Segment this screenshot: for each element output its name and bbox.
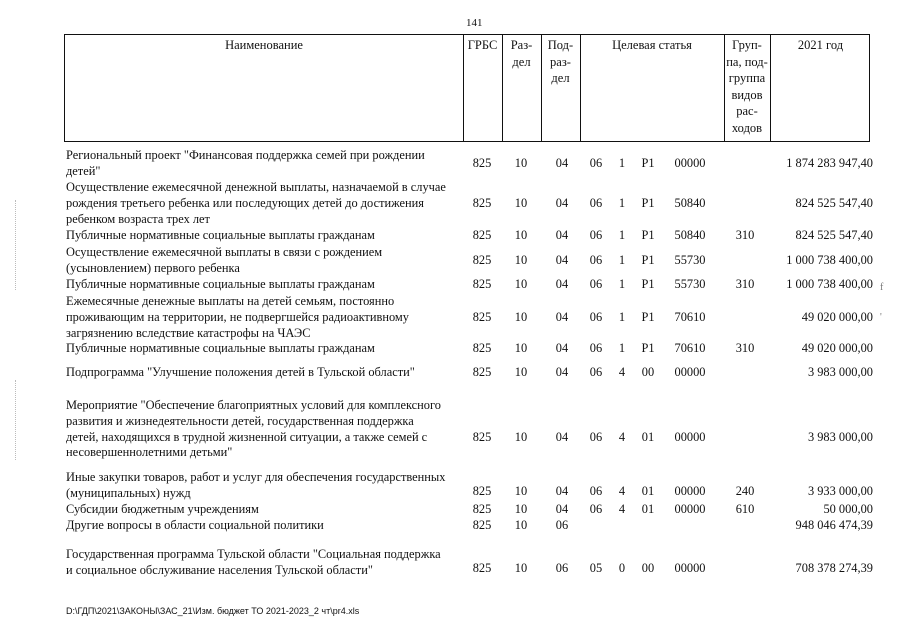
row-target-subprogram: 1: [618, 277, 626, 291]
row-target-direction: P1: [641, 196, 655, 210]
row-name-line: загрязнению вследствие катастрофы на ЧАЭС: [66, 325, 311, 340]
scan-edge-dots: [15, 200, 17, 290]
row-target-subprogram: 1: [618, 196, 626, 210]
row-target-program: 06: [589, 502, 603, 516]
row-amount-2021: 3 983 000,00: [807, 430, 873, 444]
row-podrazdel: 04: [555, 310, 569, 324]
row-grbs: 825: [472, 502, 492, 516]
row-target-code: 70610: [674, 341, 706, 355]
row-target-program: 06: [589, 253, 603, 267]
row-expense-group: 310: [735, 341, 755, 355]
scan-mark: ': [880, 312, 882, 323]
header-name: Наименование: [225, 38, 303, 52]
row-target-program: 05: [589, 561, 603, 575]
row-target-code: 00000: [674, 502, 706, 516]
table-header: [64, 34, 870, 142]
row-target-program: 06: [589, 430, 603, 444]
header-razdel: Раз- дел: [510, 38, 533, 69]
file-path-footer: D:\ГДП\2021\ЗАКОНЫ\ЗАС_21\Изм. бюджет ТО 2021-2023_2 чт\pr4.xls: [66, 606, 360, 616]
row-target-subprogram: 0: [618, 561, 626, 575]
row-target-direction: 01: [641, 484, 655, 498]
row-target-direction: P1: [641, 228, 655, 242]
row-target-program: 06: [589, 196, 603, 210]
row-name-line: рождения третьего ребенка или последующих детей до достижения: [66, 195, 424, 210]
row-target-subprogram: 1: [618, 341, 626, 355]
row-amount-2021: 1 874 283 947,40: [786, 156, 873, 170]
row-name-line: (муниципальных) нужд: [66, 485, 191, 500]
header-podrazdel: Под- раз- дел: [547, 38, 574, 85]
row-grbs: 825: [472, 518, 492, 532]
row-target-direction: P1: [641, 156, 655, 170]
header-grbs: ГРБС: [467, 38, 498, 52]
row-target-direction: 01: [641, 430, 655, 444]
row-amount-2021: 948 046 474,39: [795, 518, 873, 532]
row-target-program: 06: [589, 277, 603, 291]
row-name-line: несовершеннолетними детьми": [66, 445, 233, 460]
row-target-code: 00000: [674, 561, 706, 575]
row-name-line: Иные закупки товаров, работ и услуг для обеспечения государственных: [66, 470, 446, 484]
row-razdel: 10: [514, 484, 528, 498]
row-name-line: Публичные нормативные социальные выплаты гражданам: [66, 277, 375, 291]
row-razdel: 10: [514, 561, 528, 575]
row-grbs: 825: [472, 310, 492, 324]
row-amount-2021: 824 525 547,40: [795, 196, 873, 210]
header-year: 2021 год: [797, 38, 844, 52]
row-name-line: Субсидии бюджетным учреждениям: [66, 502, 259, 516]
header-group: Груп- па, под- группа видов рас- ходов: [726, 38, 768, 135]
row-target-subprogram: 1: [618, 156, 626, 170]
row-name: [66, 294, 464, 341]
row-target-program: 06: [589, 228, 603, 242]
row-razdel: 10: [514, 310, 528, 324]
row-name-line: Публичные нормативные социальные выплаты гражданам: [66, 228, 375, 242]
row-podrazdel: 04: [555, 196, 569, 210]
row-name-line: Региональный проект "Финансовая поддержка семей при рождении: [66, 148, 425, 162]
row-razdel: 10: [514, 277, 528, 291]
row-grbs: 825: [472, 156, 492, 170]
row-grbs: 825: [472, 341, 492, 355]
row-expense-group: 610: [735, 502, 755, 516]
row-razdel: 10: [514, 228, 528, 242]
row-name-line: Публичные нормативные социальные выплаты гражданам: [66, 341, 375, 355]
row-podrazdel: 04: [555, 277, 569, 291]
row-name: [66, 547, 464, 579]
row-target-program: 06: [589, 341, 603, 355]
row-name: [66, 398, 464, 461]
row-name: [66, 180, 464, 227]
row-target-code: 55730: [674, 277, 706, 291]
row-grbs: 825: [472, 228, 492, 242]
row-name: [66, 341, 464, 357]
row-name-line: Осуществление ежемесячной денежной выплаты, назначаемой в случае: [66, 180, 446, 194]
row-name: [66, 502, 464, 518]
page-number: 141: [466, 17, 483, 29]
row-target-code: 00000: [674, 156, 706, 170]
row-target-subprogram: 1: [618, 228, 626, 242]
row-razdel: 10: [514, 156, 528, 170]
row-name-line: Подпрограмма "Улучшение положения детей в Тульской области": [66, 365, 415, 379]
row-podrazdel: 04: [555, 430, 569, 444]
row-name: [66, 228, 464, 244]
row-podrazdel: 06: [555, 561, 569, 575]
row-target-code: 50840: [674, 196, 706, 210]
row-target-program: 06: [589, 310, 603, 324]
row-target-direction: 00: [641, 365, 655, 379]
row-grbs: 825: [472, 365, 492, 379]
row-amount-2021: 49 020 000,00: [801, 341, 873, 355]
row-name-line: Другие вопросы в области социальной политики: [66, 518, 324, 532]
row-target-code: 00000: [674, 430, 706, 444]
row-name-line: Осуществление ежемесячной выплаты в связи с рождением: [66, 245, 383, 259]
row-expense-group: 310: [735, 277, 755, 291]
row-target-code: 00000: [674, 365, 706, 379]
row-name-line: детей, находящихся в трудной жизненной ситуации, а также семей с: [66, 429, 428, 444]
row-amount-2021: 1 000 738 400,00: [786, 253, 873, 267]
row-name-line: и социальное обслуживание населения Тульской области": [66, 562, 373, 577]
row-amount-2021: 50 000,00: [823, 502, 873, 516]
row-razdel: 10: [514, 365, 528, 379]
row-name: [66, 245, 464, 277]
row-target-subprogram: 1: [618, 310, 626, 324]
row-target-subprogram: 4: [618, 484, 626, 498]
row-grbs: 825: [472, 484, 492, 498]
row-razdel: 10: [514, 253, 528, 267]
row-podrazdel: 04: [555, 253, 569, 267]
row-expense-group: 240: [735, 484, 755, 498]
row-name-line: ребенком возраста трех лет: [66, 211, 210, 226]
row-expense-group: 310: [735, 228, 755, 242]
row-target-code: 00000: [674, 484, 706, 498]
row-name-line: (усыновлением) первого ребенка: [66, 260, 240, 275]
row-target-direction: P1: [641, 341, 655, 355]
row-name-line: проживающим на территории, не подвергшейся радиоактивному: [66, 309, 409, 324]
row-target-direction: 00: [641, 561, 655, 575]
row-grbs: 825: [472, 561, 492, 575]
row-target-direction: P1: [641, 310, 655, 324]
row-amount-2021: 3 983 000,00: [807, 365, 873, 379]
row-podrazdel: 06: [555, 518, 569, 532]
row-grbs: 825: [472, 196, 492, 210]
row-podrazdel: 04: [555, 502, 569, 516]
row-target-program: 06: [589, 365, 603, 379]
row-target-direction: P1: [641, 253, 655, 267]
row-target-code: 55730: [674, 253, 706, 267]
row-name: [66, 518, 464, 534]
row-target-program: 06: [589, 484, 603, 498]
row-razdel: 10: [514, 341, 528, 355]
row-name-line: Государственная программа Тульской области "Социальная поддержка: [66, 547, 441, 561]
row-name: [66, 470, 464, 502]
row-grbs: 825: [472, 277, 492, 291]
row-name: [66, 365, 464, 381]
row-target-subprogram: 4: [618, 365, 626, 379]
row-podrazdel: 04: [555, 228, 569, 242]
row-name-line: развития и жизнедеятельности детей, государственная поддержка: [66, 413, 414, 428]
row-target-direction: 01: [641, 502, 655, 516]
row-target-direction: P1: [641, 277, 655, 291]
scan-mark: f: [880, 282, 884, 293]
row-podrazdel: 04: [555, 341, 569, 355]
row-podrazdel: 04: [555, 365, 569, 379]
row-podrazdel: 04: [555, 156, 569, 170]
row-name: [66, 277, 464, 293]
row-target-code: 70610: [674, 310, 706, 324]
row-razdel: 10: [514, 518, 528, 532]
row-amount-2021: 49 020 000,00: [801, 310, 873, 324]
scan-edge-dots: [15, 380, 17, 460]
row-name-line: детей": [66, 163, 101, 178]
header-target: Целевая статья: [612, 38, 692, 52]
row-grbs: 825: [472, 253, 492, 267]
row-amount-2021: 824 525 547,40: [795, 228, 873, 242]
row-amount-2021: 3 933 000,00: [807, 484, 873, 498]
row-grbs: 825: [472, 430, 492, 444]
row-target-subprogram: 4: [618, 502, 626, 516]
row-target-program: 06: [589, 156, 603, 170]
row-razdel: 10: [514, 196, 528, 210]
row-name-line: Мероприятие "Обеспечение благоприятных условий для комплексного: [66, 398, 441, 412]
row-amount-2021: 1 000 738 400,00: [786, 277, 873, 291]
row-target-subprogram: 1: [618, 253, 626, 267]
row-podrazdel: 04: [555, 484, 569, 498]
row-target-code: 50840: [674, 228, 706, 242]
row-razdel: 10: [514, 502, 528, 516]
row-razdel: 10: [514, 430, 528, 444]
row-name-line: Ежемесячные денежные выплаты на детей семьям, постоянно: [66, 294, 395, 308]
row-name: [66, 148, 464, 180]
row-amount-2021: 708 378 274,39: [795, 561, 873, 575]
row-target-subprogram: 4: [618, 430, 626, 444]
